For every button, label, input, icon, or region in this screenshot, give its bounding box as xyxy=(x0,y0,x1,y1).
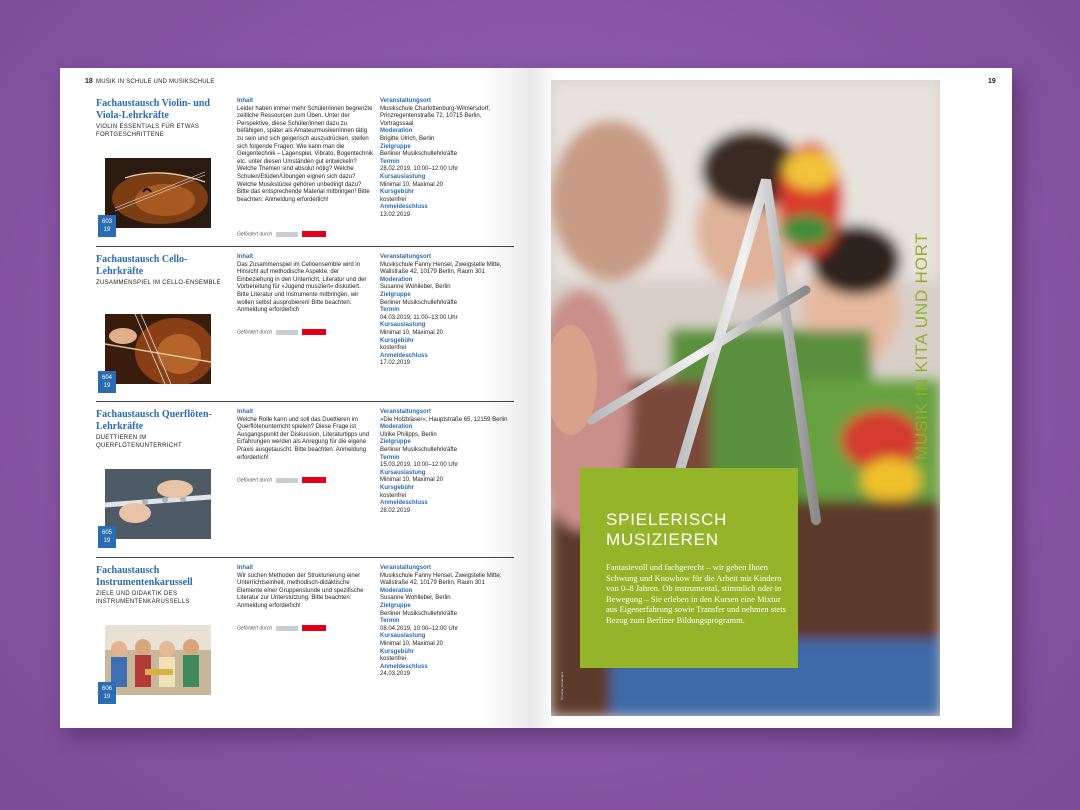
label-capacity: Kursauslastung xyxy=(380,469,426,476)
fee: kostenfrei xyxy=(380,492,407,499)
date: 15.03.2019, 10:00–12:00 Uhr xyxy=(380,462,459,469)
flute-image xyxy=(105,469,211,539)
course-603 xyxy=(96,98,516,243)
capacity: Minimal 10, Maximal 20 xyxy=(380,329,444,336)
funding-label: Gefördert durch xyxy=(237,477,273,484)
moderation: Susanne Wohlleber, Berlin xyxy=(380,284,451,291)
instrument-carousel-image xyxy=(105,625,211,695)
right-page-number: 19 xyxy=(988,78,996,85)
label-deadline: Anmeldeschluss xyxy=(380,500,428,507)
label-capacity: Kursauslastung xyxy=(380,633,426,640)
label-moderation: Moderation xyxy=(380,587,413,594)
funding-line xyxy=(237,329,326,335)
course-content xyxy=(237,565,373,611)
label-fee: Kursgebühr xyxy=(380,189,415,196)
label-moderation: Moderation xyxy=(380,128,413,135)
label-moderation: Moderation xyxy=(380,276,413,283)
deadline: 28.02.2019 xyxy=(380,507,411,514)
violin-image xyxy=(105,158,211,228)
location: Musikschule Charlottenburg-Wilmersdorf, Prinzregentenstraße 72, 10715 Berlin, Vortragssaal xyxy=(380,105,491,127)
label-capacity: Kursauslastung xyxy=(380,322,426,329)
label-date: Termin xyxy=(380,158,400,165)
course-title: Fachaustausch Instrumentenkarussell xyxy=(96,565,193,588)
date: 08.04.2019, 10:00–12:00 Uhr xyxy=(380,625,459,632)
course-details xyxy=(380,409,516,515)
berlin-logo xyxy=(302,477,326,483)
content-text: Leider haben immer mehr Schüler/innen begrenzte zeitliche Ressourcen zum Üben. Unter der Perspektive, diese Schüler/innen dazu zu befähigen, später als Amateurmusiker/innen tätig zu sein und sich geigerisch auszudrücken, stellen sich folgende Fragen: Wie kann man die Geigentechnik – Lagenspiel, Vibrato, Bogentechnik etc. unter diesen Umständen gut entwickeln? Welche Themen sind absolut nötig? Welche Schulen/Etüden/Übungen eignen sich dazu? Welche Musikstücke gehören unbedingt dazu? Bitte das entsprechende Material mitbringen! Bitte beachten: Anmeldung erforderlich! xyxy=(237,105,373,203)
course-number: 603 xyxy=(101,219,112,225)
running-head: MUSIK IN SCHULE UND MUSIKSCHULE xyxy=(96,79,215,85)
cello-image xyxy=(105,314,211,384)
course-number: 605 xyxy=(101,530,112,536)
label-deadline: Anmeldeschluss xyxy=(380,352,428,359)
funding-label: Gefördert durch xyxy=(237,625,273,632)
location: »Die Holzbläser«, Hauptstraße 65, 12159 Berlin xyxy=(380,416,508,423)
label-deadline: Anmeldeschluss xyxy=(380,204,428,211)
senate-logo xyxy=(276,626,298,631)
fee: kostenfrei xyxy=(380,345,407,352)
photo-credit: ©Fotolia_forcdesigns xyxy=(560,671,564,700)
course-year: 19 xyxy=(103,383,111,389)
berlin-logo xyxy=(302,329,326,335)
label-location: Veranstaltungsort xyxy=(380,98,432,104)
course-subtitle: DUETTIEREN IM QUERFLÖTENUNTERRICHT xyxy=(96,435,183,449)
date: 28.02.2019, 10:00–12:00 Uhr xyxy=(380,166,459,173)
funding-label: Gefördert durch xyxy=(237,231,273,238)
location: Musikschule Fanny Hensel, Zweigstelle Mitte, Wallstraße 42, 10179 Berlin, Raum 301 xyxy=(380,261,502,276)
course-number-badge xyxy=(98,215,116,237)
content-text: Wir suchen Methoden der Strukturierung einer Unterrichtseinheit, methodisch-didaktische Elemente einer Gruppenstunde und spezifische Literatur zur Unterstützung. Bitte beachten: Anmeldung erforderlich! xyxy=(237,572,364,609)
deadline: 13.02.2019 xyxy=(380,211,411,218)
label-fee: Kursgebühr xyxy=(380,648,415,655)
content-text: Das Zusammenspiel im Celloensemble wird in Hinsicht auf methodische Aspekte, der Einbeziehung in den Unterricht, Literatur und der Vorbereitung für »Jugend musiziert« diskutiert. Bitte Literatur und Instrumente mitbringen, wir wollen selbst ausprobieren! Bitte beachten: Anmeldung erforderlich xyxy=(237,261,367,314)
label-location: Veranstaltungsort xyxy=(380,565,432,571)
fee: kostenfrei xyxy=(380,656,407,663)
feature-text: Fantasievoll und fachgerecht – wir geben Ihnen Schwung und Knowhow für die Arbeit mit Kindern von 0–8 Jahren. Ob instrumental, stimmlich oder in Bewegung – Sie erleben in den Kursen eine Mixtur aus Eigenerfahrung sowie Transfer und nehmen stets Bezug zum Berliner Bildungsprogramm. xyxy=(606,562,786,625)
course-details xyxy=(380,254,516,368)
funding-line xyxy=(237,477,326,483)
course-number-badge xyxy=(98,526,116,548)
label-target: Zielgruppe xyxy=(380,143,411,150)
funding-line xyxy=(237,231,326,237)
course-number: 604 xyxy=(101,375,112,381)
course-subtitle: ZIELE UND DIDAKTIK DES INSTRUMENTENKARUSSELLS xyxy=(96,591,190,605)
feature-box xyxy=(580,468,798,668)
course-details xyxy=(380,565,516,679)
target: Berliner Musikschullehrkräfte xyxy=(380,446,458,453)
course-year: 19 xyxy=(103,227,111,233)
capacity: Minimal 10, Maximal 20 xyxy=(380,640,444,647)
senate-logo xyxy=(276,478,298,483)
berlin-logo xyxy=(302,231,326,237)
label-date: Termin xyxy=(380,454,400,461)
location: Musikschule Fanny Hensel, Zweigstelle Mitte: Wallstraße 42, 10179 Berlin, Raum 301 xyxy=(380,572,502,587)
label-inhalt: Inhalt xyxy=(237,98,253,104)
course-number-badge xyxy=(98,371,116,393)
course-content xyxy=(237,98,373,204)
target: Berliner Musikschullehrkräfte xyxy=(380,299,458,306)
target: Berliner Musikschullehrkräfte xyxy=(380,151,458,158)
capacity: Minimal 10, Maximal 20 xyxy=(380,477,444,484)
deadline: 17.02.2019 xyxy=(380,360,411,367)
label-target: Zielgruppe xyxy=(380,291,411,298)
label-fee: Kursgebühr xyxy=(380,484,415,491)
label-target: Zielgruppe xyxy=(380,602,411,609)
feature-title-line2: MUSIZIEREN xyxy=(606,530,719,549)
fee: kostenfrei xyxy=(380,196,407,203)
section-heading-vertical: MUSIK IN KITA UND HORT xyxy=(912,232,931,460)
course-606 xyxy=(96,565,516,710)
label-location: Veranstaltungsort xyxy=(380,254,432,260)
senate-logo xyxy=(276,232,298,237)
moderation: Ulrike Philipps, Berlin xyxy=(380,431,437,438)
feature-title-line1: SPIELERISCH xyxy=(606,510,728,529)
course-605 xyxy=(96,409,516,554)
deadline: 24.03.2019 xyxy=(380,671,411,678)
funding-label: Gefördert durch xyxy=(237,329,273,336)
moderation: Brigitte Ulrich, Berlin xyxy=(380,135,435,142)
content-text: Welche Rolle kann und soll das Duettieren im Querflötenunterricht spielen? Diese Frage ist Ausgangspunkt der Diskussion, Literaturtipps und Erfahrungen werden als Anregung für die eigene Praxis ausgetauscht. Bitte beachten: Anmeldung erforderlich! xyxy=(237,416,370,461)
course-subtitle: VIOLIN ESSENTIALS FÜR ETWAS FORTGESCHRITTENE xyxy=(96,124,200,138)
label-inhalt: Inhalt xyxy=(237,254,253,260)
divider xyxy=(96,557,514,558)
course-content xyxy=(237,254,373,315)
label-moderation: Moderation xyxy=(380,424,413,431)
course-number-badge xyxy=(98,682,116,704)
label-deadline: Anmeldeschluss xyxy=(380,663,428,670)
capacity: Minimal 10, Maximal 20 xyxy=(380,181,444,188)
course-subtitle: ZUSAMMENSPIEL IM CELLO-ENSEMBLE xyxy=(96,280,221,286)
senate-logo xyxy=(276,330,298,335)
course-title: Fachaustausch Querflöten-Lehrkräfte xyxy=(96,409,212,432)
moderation: Susanne Wohlleber, Berlin xyxy=(380,595,451,602)
label-target: Zielgruppe xyxy=(380,439,411,446)
funding-line xyxy=(237,625,326,631)
berlin-logo xyxy=(302,625,326,631)
course-604 xyxy=(96,254,516,399)
course-year: 19 xyxy=(103,694,111,700)
course-title: Fachaustausch Violin- und Viola-Lehrkräfte xyxy=(96,98,210,121)
target: Berliner Musikschullehrkräfte xyxy=(380,610,458,617)
label-date: Termin xyxy=(380,618,400,625)
course-year: 19 xyxy=(103,538,111,544)
date: 04.03.2019, 11:00–13:00 Uhr xyxy=(380,314,458,321)
label-inhalt: Inhalt xyxy=(237,565,253,571)
divider xyxy=(96,401,514,402)
label-fee: Kursgebühr xyxy=(380,337,415,344)
course-details xyxy=(380,98,516,220)
label-location: Veranstaltungsort xyxy=(380,409,432,415)
course-content xyxy=(237,409,373,462)
label-date: Termin xyxy=(380,307,400,314)
label-capacity: Kursauslastung xyxy=(380,173,426,180)
left-page-number: 18 xyxy=(85,78,93,85)
feature-title xyxy=(606,510,727,550)
course-title: Fachaustausch Cello-Lehrkräfte xyxy=(96,254,188,277)
label-inhalt: Inhalt xyxy=(237,409,253,415)
course-number: 606 xyxy=(101,686,112,692)
divider xyxy=(96,246,514,247)
